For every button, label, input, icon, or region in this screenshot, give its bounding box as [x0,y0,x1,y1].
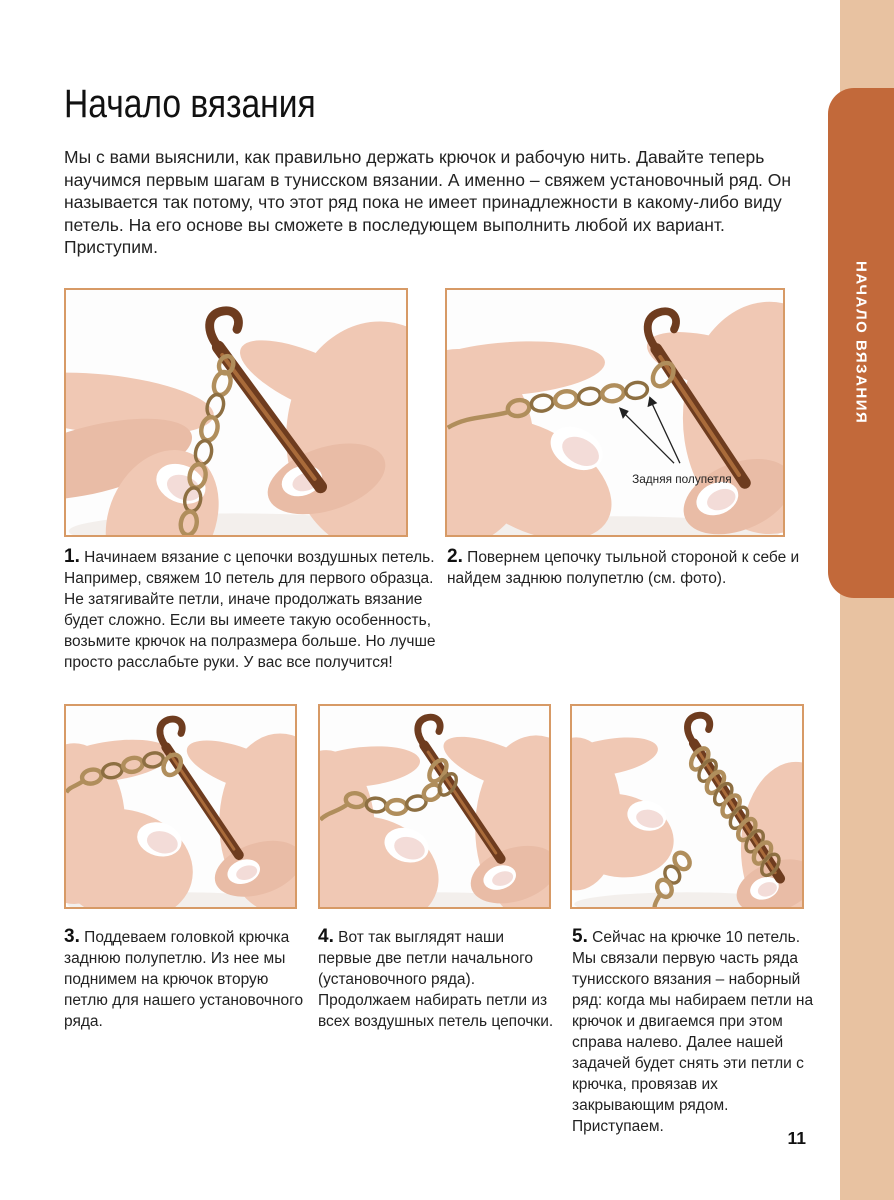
step-2-text: Повернем цепочку тыльной стороной к себе и найдем заднюю полупетлю (см. фото). [447,549,800,587]
photo-step-4 [318,704,551,909]
crochet-hands-illustration [66,706,295,907]
page-title: Начало вязания [64,82,316,126]
chapter-tab [828,88,894,598]
step-4 [318,926,558,1032]
step-5-text: Сейчас на крючке 10 петель. Мы связали первую часть ряда тунисского вязания – наборный ряд: когда мы набираем петли на крючок и двигаемся при этом справа налево. Далее нашей задачей будет снять эти петли с крючка, провязав их закрывающим рядом. Приступаем. [572,929,814,1135]
step-3-number: 3. [64,926,80,947]
crochet-hands-illustration [447,290,783,535]
step-2-number: 2. [447,546,463,567]
step-2 [447,546,815,589]
crochet-hands-illustration [320,706,549,907]
step-4-text: Вот так выглядят наши первые две петли начального (установочного ряда). Продолжаем набирать петли из всех воздушных петель цепочки. [318,929,554,1030]
photo-step-1 [64,288,408,537]
step-4-number: 4. [318,926,334,947]
crochet-hands-illustration [66,290,406,535]
step-5-number: 5. [572,926,588,947]
page-number: 11 [787,1128,806,1148]
step-1 [64,546,438,673]
photo-step-2 [445,288,785,537]
step-3-text: Поддеваем головкой крючка заднюю полупетлю. Из нее мы поднимем на крючок вторую петлю для нашего установочного ряда. [64,929,304,1030]
intro-paragraph: Мы с вами выяснили, как правильно держать крючок и рабочую нить. Давайте теперь научимся первым шагам в тунисском вязании. А именно – свяжем установочный ряд. Он называется так потому, что этот ряд пока не имеет принадлежности в какому-либо виду петель. На его основе вы сможете в последующем выполнить любой их вариант. Приступим. [64,147,792,257]
step-1-number: 1. [64,546,80,567]
photo-step-5 [570,704,804,909]
step-5 [572,926,818,1137]
step-1-text: Начинаем вязание с цепочки воздушных петель. Например, свяжем 10 петель для первого образца. Не затягивайте петли, иначе продолжать вязание будет сложно. Если вы имеете такую особенность, возьмите крючок на полразмера больше. Но лучше просто расслабьте руки. У вас все получится! [64,549,436,671]
photo-step-3 [64,704,297,909]
photo-annotation: Задняя полупетля [632,471,732,486]
crochet-hands-illustration [572,706,802,907]
step-3 [64,926,308,1032]
chapter-tab-label: НАЧАЛО ВЯЗАНИЯ [852,261,870,425]
